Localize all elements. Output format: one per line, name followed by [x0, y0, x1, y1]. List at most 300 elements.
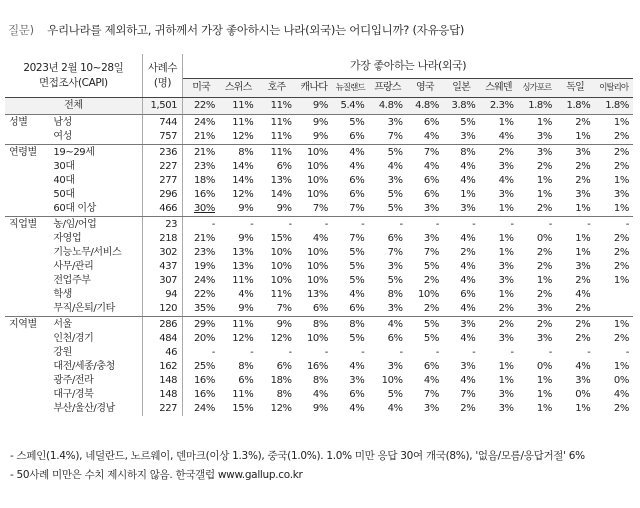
- table-row: [5, 160, 633, 174]
- cell-value: 3%: [498, 161, 514, 172]
- cell-value: 4%: [349, 147, 365, 158]
- cell-value: 3.8%: [443, 98, 479, 115]
- cell-value: -: [625, 219, 629, 230]
- cell-value: 24%: [193, 117, 215, 128]
- cell-value: 7%: [460, 389, 476, 400]
- cell-value: 4%: [460, 175, 476, 186]
- group-label: [5, 188, 51, 202]
- cell-value: 13%: [232, 247, 254, 258]
- cell-value: 5%: [423, 333, 439, 344]
- group-label: [5, 346, 51, 360]
- cell-value: 4.8%: [407, 98, 443, 115]
- header-group-title: 가장 좋아하는 나라(외국): [183, 54, 633, 79]
- cell-value: 2%: [575, 333, 591, 344]
- row-label: 30대: [53, 161, 75, 172]
- cell-value: 1%: [498, 361, 514, 372]
- cell-value: 10%: [306, 261, 328, 272]
- cell-value: 2%: [575, 161, 591, 172]
- country-header: 미국: [183, 79, 219, 98]
- cell-value: 1%: [594, 202, 633, 217]
- sample-size: 162: [142, 360, 182, 374]
- sample-size: 484: [142, 332, 182, 346]
- cell-value: 1%: [556, 130, 594, 145]
- cell-value: 22%: [193, 289, 215, 300]
- cell-value: 9%: [219, 202, 257, 217]
- row-label: 부산/울산/경남: [53, 403, 115, 414]
- cell-value: 3%: [575, 189, 591, 200]
- cell-value: 4%: [312, 233, 328, 244]
- cell-value: 3%: [498, 389, 514, 400]
- cell-value: 5%: [387, 189, 403, 200]
- group-label: [5, 260, 51, 274]
- cell-value: 7%: [332, 202, 368, 217]
- cell-value: 7%: [368, 130, 406, 145]
- table-row: [5, 145, 633, 161]
- cell-value: 8%: [349, 319, 365, 330]
- cell-value: -: [211, 219, 215, 230]
- sample-size: 227: [142, 402, 182, 416]
- group-label: [5, 374, 51, 388]
- sample-size: 94: [142, 288, 182, 302]
- cell-value: 18%: [193, 175, 215, 186]
- cell-value: 3%: [423, 233, 439, 244]
- cell-value: 15%: [232, 403, 254, 414]
- cell-value: 6%: [423, 117, 439, 128]
- sample-size: 23: [142, 217, 182, 233]
- header-n: [142, 54, 182, 98]
- cell-value: -: [288, 219, 292, 230]
- table-row: [5, 360, 633, 374]
- footnote-2: - 50사례 미만은 수치 제시하지 않음. 한국갤럽 www.gallup.co.kr: [10, 469, 303, 481]
- cell-value: 3%: [498, 333, 514, 344]
- cell-value: -: [324, 219, 328, 230]
- cell-value: 8%: [276, 389, 292, 400]
- cell-value: 8%: [460, 147, 476, 158]
- cell-value: -: [435, 347, 439, 358]
- cell-value: 5%: [423, 319, 439, 330]
- row-label: 기능노무/서비스: [53, 247, 122, 258]
- group-label: [5, 302, 51, 317]
- cell-value: 6%: [423, 361, 439, 372]
- cell-value: 14%: [270, 189, 292, 200]
- cell-value: 3%: [613, 189, 629, 200]
- table-row: [5, 402, 633, 416]
- cell-value: 8%: [387, 289, 403, 300]
- cell-value: 1%: [536, 403, 552, 414]
- cell-value: 3%: [575, 147, 591, 158]
- cell-value: 2%: [479, 302, 517, 317]
- cell-value: 2%: [613, 161, 629, 172]
- group-label: [5, 388, 51, 402]
- cell-value: 8%: [238, 361, 254, 372]
- cell-value: 2%: [423, 275, 439, 286]
- country-header: 독일: [556, 79, 594, 98]
- cell-value: 3%: [407, 202, 443, 217]
- cell-value: 3%: [498, 275, 514, 286]
- cell-value: -: [587, 219, 591, 230]
- cell-value: 4%: [443, 302, 479, 317]
- cell-value: 1%: [613, 319, 629, 330]
- cell-value: 2%: [613, 261, 629, 272]
- sample-size: 1,501: [142, 98, 182, 115]
- cell-value: 6%: [349, 389, 365, 400]
- table-row: [5, 317, 633, 333]
- total-row: [5, 98, 633, 115]
- cell-value: 30%: [183, 202, 219, 217]
- cell-value: -: [288, 347, 292, 358]
- cell-value: 2%: [498, 319, 514, 330]
- cell-value: 1.8%: [556, 98, 594, 115]
- cell-value: 2%: [536, 161, 552, 172]
- cell-value: 6%: [423, 175, 439, 186]
- cell-value: 4.8%: [368, 98, 406, 115]
- cell-value: 4%: [479, 130, 517, 145]
- cell-value: 11%: [270, 117, 292, 128]
- question-line: [8, 22, 464, 38]
- cell-value: 35%: [183, 302, 219, 317]
- table-row: [5, 260, 633, 274]
- cell-value: 11%: [232, 319, 254, 330]
- cell-value: 5%: [460, 117, 476, 128]
- row-label: 강원: [53, 347, 72, 358]
- sample-size: 744: [142, 115, 182, 131]
- cell-value: 10%: [306, 247, 328, 258]
- table-row: [5, 217, 633, 233]
- cell-value: 1%: [479, 202, 517, 217]
- cell-value: 13%: [306, 289, 328, 300]
- row-label: 50대: [53, 189, 75, 200]
- cell-value: -: [250, 347, 254, 358]
- group-label: [5, 360, 51, 374]
- cell-value: 4%: [407, 130, 443, 145]
- cell-value: 10%: [306, 333, 328, 344]
- cell-value: 3%: [575, 261, 591, 272]
- cell-value: 1%: [498, 289, 514, 300]
- cell-value: 4%: [349, 403, 365, 414]
- cell-value: [594, 288, 633, 302]
- cell-value: 4%: [349, 361, 365, 372]
- cell-value: 1%: [536, 375, 552, 386]
- group-label: [5, 174, 51, 188]
- cell-value: 11%: [232, 275, 254, 286]
- group-label: [5, 130, 51, 145]
- sample-size: 302: [142, 246, 182, 260]
- row-label: 서울: [53, 319, 72, 330]
- country-header: 캐나다: [296, 79, 332, 98]
- cell-value: 4%: [423, 375, 439, 386]
- cell-value: 9%: [276, 319, 292, 330]
- cell-value: [594, 302, 633, 317]
- cell-value: 10%: [306, 147, 328, 158]
- cell-value: 21%: [193, 147, 215, 158]
- cell-value: 4%: [349, 289, 365, 300]
- group-label: [5, 232, 51, 246]
- cell-value: 2%: [575, 175, 591, 186]
- cell-value: 3%: [498, 403, 514, 414]
- survey-method: 면접조사(CAPI): [39, 76, 108, 89]
- cell-value: 9%: [257, 202, 295, 217]
- cell-value: 6%: [460, 289, 476, 300]
- cell-value: 12%: [270, 333, 292, 344]
- cell-value: -: [548, 219, 552, 230]
- cell-value: -: [472, 219, 476, 230]
- group-label: [5, 402, 51, 416]
- cell-value: 5%: [387, 275, 403, 286]
- cell-value: 10%: [306, 161, 328, 172]
- cell-value: 2%: [536, 247, 552, 258]
- row-label: 40대: [53, 175, 75, 186]
- cell-value: 3%: [536, 333, 552, 344]
- group-label: [5, 246, 51, 260]
- cell-value: -: [361, 347, 365, 358]
- cell-value: 12%: [219, 130, 257, 145]
- cell-value: 1%: [613, 117, 629, 128]
- cell-value: 2%: [613, 247, 629, 258]
- cell-value: 18%: [270, 375, 292, 386]
- table-row: [5, 374, 633, 388]
- cell-value: -: [435, 219, 439, 230]
- cell-value: 4%: [575, 361, 591, 372]
- cell-value: 1%: [575, 233, 591, 244]
- cell-value: -: [625, 347, 629, 358]
- cell-value: 2%: [575, 319, 591, 330]
- cell-value: 21%: [193, 233, 215, 244]
- cell-value: 14%: [232, 161, 254, 172]
- cell-value: 11%: [270, 147, 292, 158]
- row-label: 농/임/어업: [53, 219, 97, 230]
- cell-value: 20%: [193, 333, 215, 344]
- country-header: 싱가포르: [518, 79, 556, 98]
- cell-value: 11%: [270, 289, 292, 300]
- cell-value: 29%: [193, 319, 215, 330]
- cell-value: 4%: [349, 161, 365, 172]
- cell-value: 5.4%: [332, 98, 368, 115]
- question-text: 우리나라를 제외하고, 귀하께서 가장 좋아하시는 나라(외국)는 어디입니까? (자유응답): [47, 23, 465, 37]
- cell-value: 9%: [238, 233, 254, 244]
- cell-value: 3%: [536, 147, 552, 158]
- cell-value: 1.8%: [594, 98, 633, 115]
- cell-value: 12%: [270, 403, 292, 414]
- cell-value: 7%: [296, 202, 332, 217]
- cell-value: 13%: [270, 175, 292, 186]
- cell-value: 4%: [460, 333, 476, 344]
- question-label: 질문): [8, 23, 34, 37]
- cell-value: 1%: [460, 189, 476, 200]
- cell-value: 10%: [270, 247, 292, 258]
- sample-size: 296: [142, 188, 182, 202]
- cell-value: 12%: [232, 189, 254, 200]
- cell-value: 1%: [575, 247, 591, 258]
- cell-value: 1%: [536, 389, 552, 400]
- row-label: 남성: [53, 117, 72, 128]
- table-row: [5, 302, 633, 317]
- cell-value: 7%: [423, 247, 439, 258]
- cell-value: 7%: [387, 247, 403, 258]
- table-row: [5, 346, 633, 360]
- table-row: [5, 274, 633, 288]
- cell-value: 22%: [183, 98, 219, 115]
- table-row: [5, 130, 633, 145]
- cell-value: 5%: [349, 333, 365, 344]
- row-label: 광주/전라: [53, 375, 94, 386]
- row-label: 여성: [51, 130, 142, 145]
- cell-value: 3%: [387, 117, 403, 128]
- cell-value: 11%: [219, 98, 257, 115]
- cell-value: -: [510, 219, 514, 230]
- table-row: [5, 174, 633, 188]
- cell-value: 9%: [219, 302, 257, 317]
- row-label: 사무/관리: [53, 261, 94, 272]
- cell-value: 4%: [575, 289, 591, 300]
- cell-value: 25%: [193, 361, 215, 372]
- cell-value: 4%: [238, 289, 254, 300]
- table-row: [5, 202, 633, 217]
- cell-value: 3%: [387, 175, 403, 186]
- cell-value: 6%: [296, 302, 332, 317]
- cell-value: 2%: [460, 403, 476, 414]
- cell-value: 2%: [613, 333, 629, 344]
- cell-value: 5%: [349, 261, 365, 272]
- table-row: [5, 115, 633, 131]
- cell-value: 6%: [332, 130, 368, 145]
- cell-value: 1%: [556, 202, 594, 217]
- cell-value: 3%: [498, 261, 514, 272]
- cell-value: 8%: [312, 375, 328, 386]
- header-survey-info: [5, 54, 142, 98]
- cell-value: 1%: [613, 175, 629, 186]
- n-unit: (명): [153, 76, 172, 89]
- table-row: [5, 288, 633, 302]
- cell-value: 2%: [575, 117, 591, 128]
- cell-value: 0%: [536, 233, 552, 244]
- cell-value: 2%: [498, 147, 514, 158]
- cell-value: 3%: [423, 403, 439, 414]
- cell-value: 4%: [387, 319, 403, 330]
- cell-value: -: [324, 347, 328, 358]
- group-label: [5, 160, 51, 174]
- cell-value: 1%: [536, 175, 552, 186]
- cell-value: 7%: [349, 233, 365, 244]
- cell-value: 4%: [423, 161, 439, 172]
- cell-value: 23%: [193, 161, 215, 172]
- cell-value: -: [211, 347, 215, 358]
- group-label: 연령별: [9, 147, 37, 158]
- cell-value: -: [399, 347, 403, 358]
- group-label: 직업별: [9, 219, 37, 230]
- cell-value: 11%: [232, 389, 254, 400]
- cell-value: 11%: [257, 130, 295, 145]
- cell-value: 3%: [368, 302, 406, 317]
- cell-value: 1%: [613, 361, 629, 372]
- cell-value: 10%: [270, 275, 292, 286]
- cell-value: 4%: [460, 233, 476, 244]
- footnote-1: - 스페인(1.4%), 네덜란드, 노르웨이, 덴마크(이상 1.3%), 중국(1.0%). 1.0% 미만 응답 30여 개국(8%), '없음/모름/응답거절' 6%: [10, 450, 585, 462]
- cell-value: 1.8%: [518, 98, 556, 115]
- cell-value: 6%: [387, 233, 403, 244]
- cell-value: 5%: [387, 147, 403, 158]
- group-label: 성별: [9, 117, 28, 128]
- country-header: 일본: [443, 79, 479, 98]
- cell-value: 3%: [387, 361, 403, 372]
- cell-value: 16%: [193, 375, 215, 386]
- cell-value: 10%: [306, 175, 328, 186]
- cell-value: 9%: [312, 403, 328, 414]
- group-label: [5, 288, 51, 302]
- cell-value: 5%: [423, 261, 439, 272]
- cell-value: 7%: [257, 302, 295, 317]
- cell-value: 3%: [443, 202, 479, 217]
- sample-size: 437: [142, 260, 182, 274]
- cell-value: 1%: [536, 189, 552, 200]
- cell-value: -: [399, 219, 403, 230]
- cell-value: 4%: [460, 161, 476, 172]
- cell-value: 1%: [498, 375, 514, 386]
- sample-size: 148: [142, 388, 182, 402]
- cell-value: 4%: [460, 275, 476, 286]
- cell-value: 4%: [613, 389, 629, 400]
- cell-value: 16%: [306, 361, 328, 372]
- sample-size: 218: [142, 232, 182, 246]
- country-header: 영국: [407, 79, 443, 98]
- cell-value: 4%: [387, 161, 403, 172]
- cell-value: 2%: [536, 289, 552, 300]
- cell-value: 6%: [276, 361, 292, 372]
- cell-value: 14%: [232, 175, 254, 186]
- country-header: 스위스: [219, 79, 257, 98]
- cell-value: 3%: [518, 130, 556, 145]
- row-label: 전체: [5, 98, 142, 115]
- cell-value: 2%: [536, 261, 552, 272]
- cell-value: 3%: [387, 261, 403, 272]
- cell-value: 1%: [498, 233, 514, 244]
- sample-size: 307: [142, 274, 182, 288]
- cell-value: 6%: [332, 302, 368, 317]
- row-label: 무직/은퇴/기타: [51, 302, 142, 317]
- group-label: [5, 202, 51, 217]
- cell-value: 11%: [257, 98, 295, 115]
- cell-value: 3%: [575, 375, 591, 386]
- cell-value: 5%: [349, 247, 365, 258]
- cell-value: 16%: [193, 189, 215, 200]
- cell-value: 10%: [270, 261, 292, 272]
- group-label: 지역별: [9, 319, 37, 330]
- cell-value: 15%: [270, 233, 292, 244]
- sample-size: 148: [142, 374, 182, 388]
- cell-value: 10%: [306, 275, 328, 286]
- cell-value: 0%: [536, 361, 552, 372]
- cell-value: -: [510, 347, 514, 358]
- cell-value: 4%: [498, 175, 514, 186]
- cell-value: 10%: [381, 375, 403, 386]
- cell-value: 2%: [594, 130, 633, 145]
- sample-size: 277: [142, 174, 182, 188]
- table-row: [5, 232, 633, 246]
- cell-value: -: [587, 347, 591, 358]
- cell-value: 0%: [575, 389, 591, 400]
- cell-value: 13%: [232, 261, 254, 272]
- cell-value: 1%: [613, 275, 629, 286]
- cell-value: 10%: [306, 189, 328, 200]
- cell-value: -: [250, 219, 254, 230]
- cell-value: 9%: [296, 130, 332, 145]
- cell-value: 3%: [518, 302, 556, 317]
- cell-value: 2%: [613, 233, 629, 244]
- row-label: 대구/경북: [53, 389, 94, 400]
- sample-size: 236: [142, 145, 182, 161]
- cell-value: 9%: [312, 117, 328, 128]
- row-label: 학생: [53, 289, 72, 300]
- cell-value: 2.3%: [479, 98, 517, 115]
